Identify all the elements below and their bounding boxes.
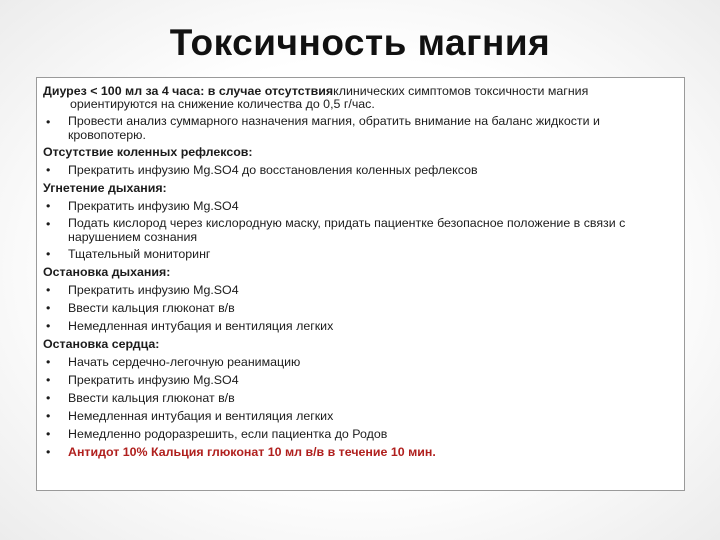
list-item-text: Тщательный мониторинг	[68, 247, 211, 261]
section-heading: Отсутствие коленных рефлексов:	[43, 145, 253, 159]
bullet-icon: •	[46, 427, 51, 441]
bullet-icon: •	[46, 373, 51, 387]
list-item	[43, 216, 678, 244]
section-heading: Остановка дыхания:	[43, 265, 171, 279]
list-item-text: Подать кислород через кислородную маску, придать пациентке безопасное положение в связи с нарушением сознания	[68, 216, 626, 244]
list-item-text: Начать сердечно-легочную реанимацию	[68, 355, 301, 369]
bullet-icon: •	[46, 391, 51, 405]
list-item	[43, 408, 678, 424]
list-item	[43, 390, 678, 406]
bullet-icon: •	[46, 199, 51, 213]
list-item	[43, 426, 678, 442]
section-heading: Угнетение дыхания:	[43, 181, 167, 195]
bullet-icon: •	[46, 301, 51, 315]
list-item-text: Немедленно родоразрешить, если пациентка до Родов	[68, 427, 388, 441]
bullet-icon: •	[46, 283, 51, 297]
bullet-icon: •	[46, 355, 51, 369]
list-item-text: Прекратить инфузию Mg.SO4	[68, 283, 239, 297]
bullet-icon: •	[46, 247, 51, 261]
list-item-text: Прекратить инфузию Mg.SO4	[68, 199, 239, 213]
bullet-icon: •	[46, 115, 51, 129]
list-item-text: Прекратить инфузию Mg.SO4	[68, 373, 239, 387]
slide-title: Токсичность магния	[169, 22, 551, 63]
list-item	[43, 372, 678, 388]
list-item	[43, 354, 678, 370]
bullet-icon: •	[46, 409, 51, 423]
list-item	[43, 162, 678, 178]
list-item	[43, 318, 678, 334]
list-item-text: Немедленная интубация и вентиляция легких	[68, 409, 334, 423]
content-box	[36, 77, 685, 491]
bullet-icon: •	[46, 319, 51, 333]
bullet-icon: •	[46, 217, 51, 231]
bullet-icon: •	[46, 163, 51, 177]
list-item-text: Прекратить инфузию Mg.SO4 до восстановления коленных рефлексов	[68, 163, 478, 177]
list-item-text: Ввести кальция глюконат в/в	[68, 391, 235, 405]
list-item	[43, 300, 678, 316]
diuresis-bold: Диурез < 100 мл за 4 часа: в случае отсутствия	[43, 84, 334, 98]
list-item	[43, 114, 678, 142]
antidote-text: Антидот 10% Кальция глюконат 10 мл в/в в течение 10 мин.	[68, 445, 436, 459]
list-item-text: Провести анализ суммарного назначения магния, обратить внимание на баланс жидкости и кровопотерю.	[68, 114, 600, 142]
diuresis-text: клинических симптомов токсичности магния	[333, 84, 589, 98]
antidote-item	[43, 444, 678, 460]
list-item-text: Немедленная интубация и вентиляция легких	[68, 319, 334, 333]
list-item	[43, 198, 678, 214]
bullet-icon: •	[46, 445, 51, 459]
list-item-text: Ввести кальция глюконат в/в	[68, 301, 235, 315]
list-item	[43, 246, 678, 262]
section-heading: Остановка сердца:	[43, 337, 160, 351]
list-item	[43, 282, 678, 298]
diuresis-continuation: ориентируются на снижение количества до 0,5 г/час.	[70, 97, 375, 111]
